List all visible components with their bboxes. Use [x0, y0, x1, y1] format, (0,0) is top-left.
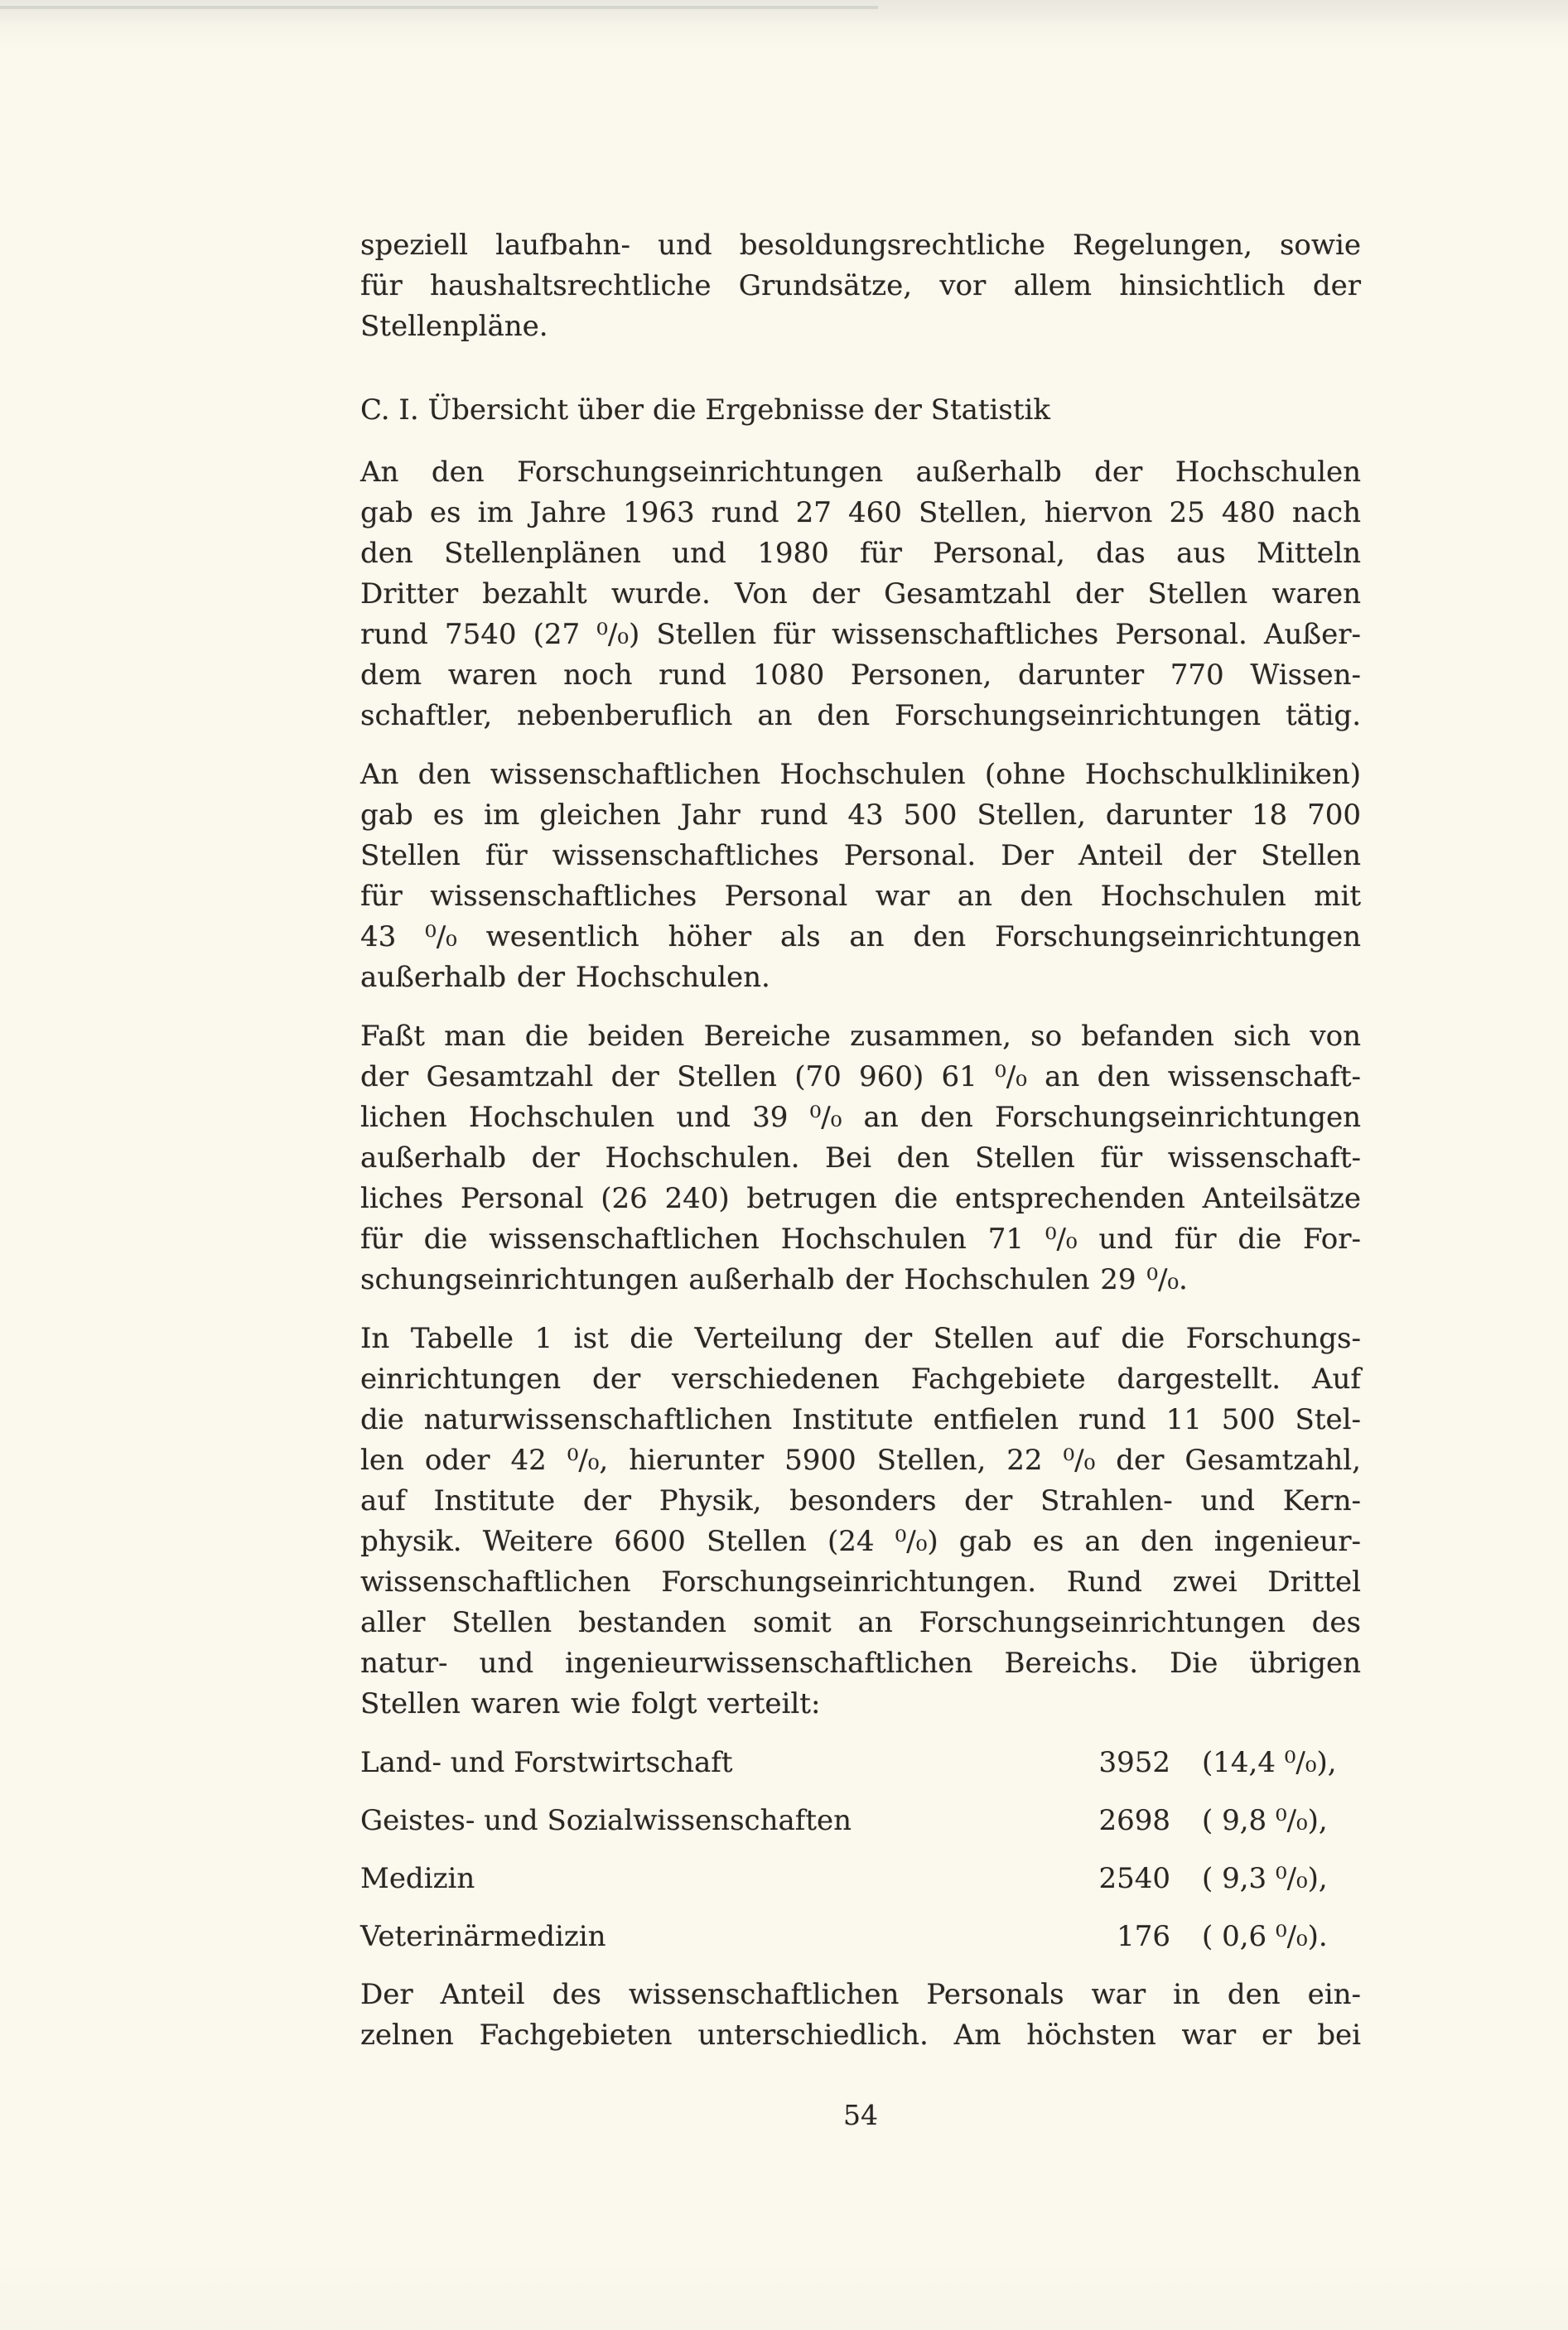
paragraph-intro	[360, 225, 1361, 347]
text-line: wissenschaftlichen Forschungseinrichtungen. Rund zwei Drittel	[360, 1565, 1361, 1599]
text-line: die naturwissenschaftlichen Institute entfielen rund 11 500 Stel-	[360, 1403, 1361, 1436]
text-line: aller Stellen bestanden somit an Forschungseinrichtungen des	[360, 1606, 1361, 1639]
scan-edge-line	[0, 6, 878, 9]
text-line: für die wissenschaftlichen Hochschulen 71 ⁰/₀ und für die For-	[360, 1223, 1361, 1256]
text-line: Faßt man die beiden Bereiche zusammen, so befanden sich von	[360, 1020, 1361, 1053]
list-item-label: Geistes- und Sozialwissenschaften	[360, 1804, 852, 1837]
text-line: An den Forschungseinrichtungen außerhalb der Hochschulen	[360, 456, 1361, 489]
paragraph-universities	[360, 755, 1361, 998]
scan-edge-band	[0, 0, 1568, 25]
text-line: dem waren noch rund 1080 Personen, darunter 770 Wissen-	[360, 658, 1361, 692]
list-item-veterinaermedizin	[360, 1917, 1361, 1957]
text-line: natur- und ingenieurwissenschaftlichen Bereichs. Die übrigen	[360, 1647, 1361, 1680]
text-line: Stellen für wissenschaftliches Personal. Der Anteil der Stellen	[360, 839, 1361, 872]
text-line: einrichtungen der verschiedenen Fachgebiete dargestellt. Auf	[360, 1363, 1361, 1396]
text-line: der Gesamtzahl der Stellen (70 960) 61 ⁰/₀ an den wissenschaft-	[360, 1060, 1361, 1093]
list-item-value: 2540	[1098, 1862, 1170, 1895]
list-item-medizin	[360, 1859, 1361, 1899]
text-line: Stellenpläne.	[360, 310, 548, 343]
section-heading: C. I. Übersicht über die Ergebnisse der Statistik	[360, 393, 1051, 427]
list-item-land-forstwirtschaft	[360, 1743, 1361, 1783]
paragraph-table1-distribution	[360, 1319, 1361, 1725]
page-number: 54	[843, 2099, 878, 2131]
text-line: gab es im gleichen Jahr rund 43 500 Stellen, darunter 18 700	[360, 798, 1361, 832]
list-item-value: 2698	[1098, 1804, 1170, 1837]
list-item-geistes-sozialwissenschaften	[360, 1801, 1361, 1841]
text-line: den Stellenplänen und 1980 für Personal, das aus Mitteln	[360, 537, 1361, 570]
list-item-label: Veterinärmedizin	[360, 1920, 606, 1953]
list-item-value: 176	[1117, 1920, 1170, 1953]
text-line: schungseinrichtungen außerhalb der Hochschulen 29 ⁰/₀.	[360, 1263, 1188, 1296]
list-item-share: ( 9,8 ⁰/₀),	[1202, 1804, 1328, 1837]
text-line: Der Anteil des wissenschaftlichen Personals war in den ein-	[360, 1978, 1361, 2011]
list-item-label: Land- und Forstwirtschaft	[360, 1746, 733, 1779]
list-item-label: Medizin	[360, 1862, 475, 1895]
text-line: für haushaltsrechtliche Grundsätze, vor allem hinsichtlich der	[360, 269, 1361, 302]
text-line: schaftler, nebenberuflich an den Forschungseinrichtungen tätig.	[360, 699, 1361, 732]
list-item-value: 3952	[1098, 1746, 1170, 1779]
text-line: auf Institute der Physik, besonders der Strahlen- und Kern-	[360, 1484, 1361, 1517]
paragraph-combined-totals	[360, 1016, 1361, 1300]
text-line: speziell laufbahn- und besoldungsrechtliche Regelungen, sowie	[360, 229, 1361, 262]
text-line: rund 7540 (27 ⁰/₀) Stellen für wissenschaftliches Personal. Außer-	[360, 618, 1361, 651]
paragraph-research-institutions	[360, 452, 1361, 736]
list-item-share: ( 9,3 ⁰/₀),	[1202, 1862, 1328, 1895]
text-line: physik. Weitere 6600 Stellen (24 ⁰/₀) gab es an den ingenieur-	[360, 1525, 1361, 1558]
list-item-share: ( 0,6 ⁰/₀).	[1202, 1920, 1328, 1953]
text-line: len oder 42 ⁰/₀, hierunter 5900 Stellen, 22 ⁰/₀ der Gesamtzahl,	[360, 1444, 1361, 1477]
text-line: für wissenschaftliches Personal war an den Hochschulen mit	[360, 880, 1361, 913]
paragraph-closing	[360, 1975, 1361, 2056]
text-line: außerhalb der Hochschulen. Bei den Stellen für wissenschaft-	[360, 1141, 1361, 1175]
text-line: außerhalb der Hochschulen.	[360, 961, 770, 994]
text-line: gab es im Jahre 1963 rund 27 460 Stellen, hiervon 25 480 nach	[360, 496, 1361, 529]
text-line: liches Personal (26 240) betrugen die entsprechenden Anteilsätze	[360, 1182, 1361, 1215]
text-line: Dritter bezahlt wurde. Von der Gesamtzahl der Stellen waren	[360, 577, 1361, 610]
text-line: 43 ⁰/₀ wesentlich höher als an den Forschungseinrichtungen	[360, 920, 1361, 953]
list-item-share: (14,4 ⁰/₀),	[1202, 1746, 1337, 1779]
text-column	[360, 225, 1361, 2131]
text-line: zelnen Fachgebieten unterschiedlich. Am höchsten war er bei	[360, 2019, 1361, 2052]
text-line: lichen Hochschulen und 39 ⁰/₀ an den Forschungseinrichtungen	[360, 1101, 1361, 1134]
text-line: In Tabelle 1 ist die Verteilung der Stellen auf die Forschungs-	[360, 1322, 1361, 1355]
text-line: Stellen waren wie folgt verteilt:	[360, 1687, 821, 1720]
text-line: An den wissenschaftlichen Hochschulen (ohne Hochschulkliniken)	[360, 758, 1361, 791]
